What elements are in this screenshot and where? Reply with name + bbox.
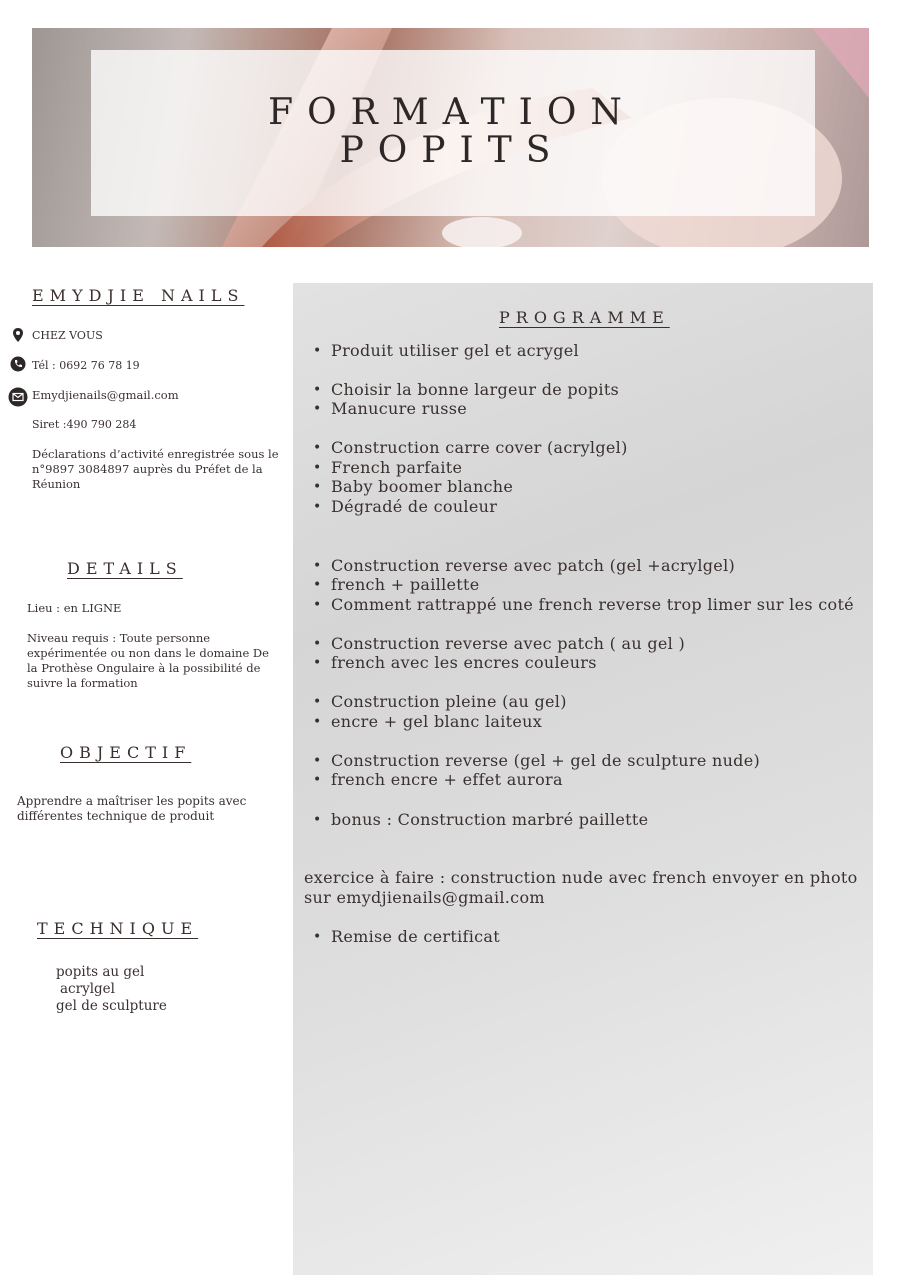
lieu-text: Lieu : en LIGNE: [27, 601, 122, 615]
programme-item: • french encre + effet aurora: [331, 770, 563, 790]
page-title-line2: POPITS: [339, 130, 565, 171]
details-heading: DETAILS: [67, 559, 183, 578]
brand-heading: EMYDJIE NAILS: [32, 286, 245, 305]
email-text[interactable]: Emydjienails@gmail.com: [32, 388, 179, 402]
email-icon: [8, 387, 28, 407]
programme-item: • Choisir la bonne largeur de popits: [331, 380, 619, 400]
programme-item: • Construction carre cover (acrylgel): [331, 438, 628, 458]
programme-item: • Construction reverse avec patch (gel +acrylgel): [331, 556, 735, 576]
programme-item: • Construction reverse avec patch ( au gel ): [331, 634, 685, 654]
programme-item: • Produit utiliser gel et acrygel: [331, 341, 579, 361]
programme-item: • bonus : Construction marbré paillette: [331, 810, 648, 830]
programme-item: • Remise de certificat: [331, 927, 500, 947]
siret-text: Siret :490 790 284: [32, 418, 137, 431]
programme-item: • french + paillette: [331, 575, 480, 595]
programme-item: • encre + gel blanc laiteux: [331, 712, 542, 732]
exercise-text: exercice à faire : construction nude avec french envoyer en photo sur emydjienails@gmail.com: [304, 868, 858, 907]
phone-icon: [10, 356, 26, 372]
location-pin-icon: [10, 327, 26, 343]
address-text: CHEZ VOUS: [32, 329, 103, 342]
programme-item: • Baby boomer blanche: [331, 477, 513, 497]
programme-item: • Construction pleine (au gel): [331, 692, 567, 712]
technique-heading: TECHNIQUE: [37, 919, 199, 938]
technique-item: popits au gel: [56, 964, 145, 980]
technique-item: acrylgel: [60, 981, 115, 997]
technique-item: gel de sculpture: [56, 998, 167, 1014]
declaration-text: Déclarations d’activité enregistrée sous le n°9897 3084897 auprès du Préfet de la Réunion: [32, 447, 279, 491]
objectif-heading: OBJECTIF: [60, 743, 192, 762]
programme-item: • Construction reverse (gel + gel de sculpture nude): [331, 751, 760, 771]
page-title-line1: FORMATION: [268, 92, 636, 133]
programme-item: • French parfaite: [331, 458, 462, 478]
programme-item: • Manucure russe: [331, 399, 467, 419]
programme-heading: PROGRAMME: [499, 308, 670, 327]
phone-text: Tél : 0692 76 78 19: [32, 359, 140, 372]
programme-item: • french avec les encres couleurs: [331, 653, 597, 673]
objectif-text: Apprendre a maîtriser les popits avec différentes technique de produit: [17, 794, 247, 823]
programme-item: • Comment rattrappé une french reverse trop limer sur les coté: [331, 595, 854, 615]
niveau-text: Niveau requis : Toute personne expérimentée ou non dans le domaine De la Prothèse Ongulaire à la possibilité de suivre la formation: [27, 631, 269, 690]
programme-item: • Dégradé de couleur: [331, 497, 497, 517]
